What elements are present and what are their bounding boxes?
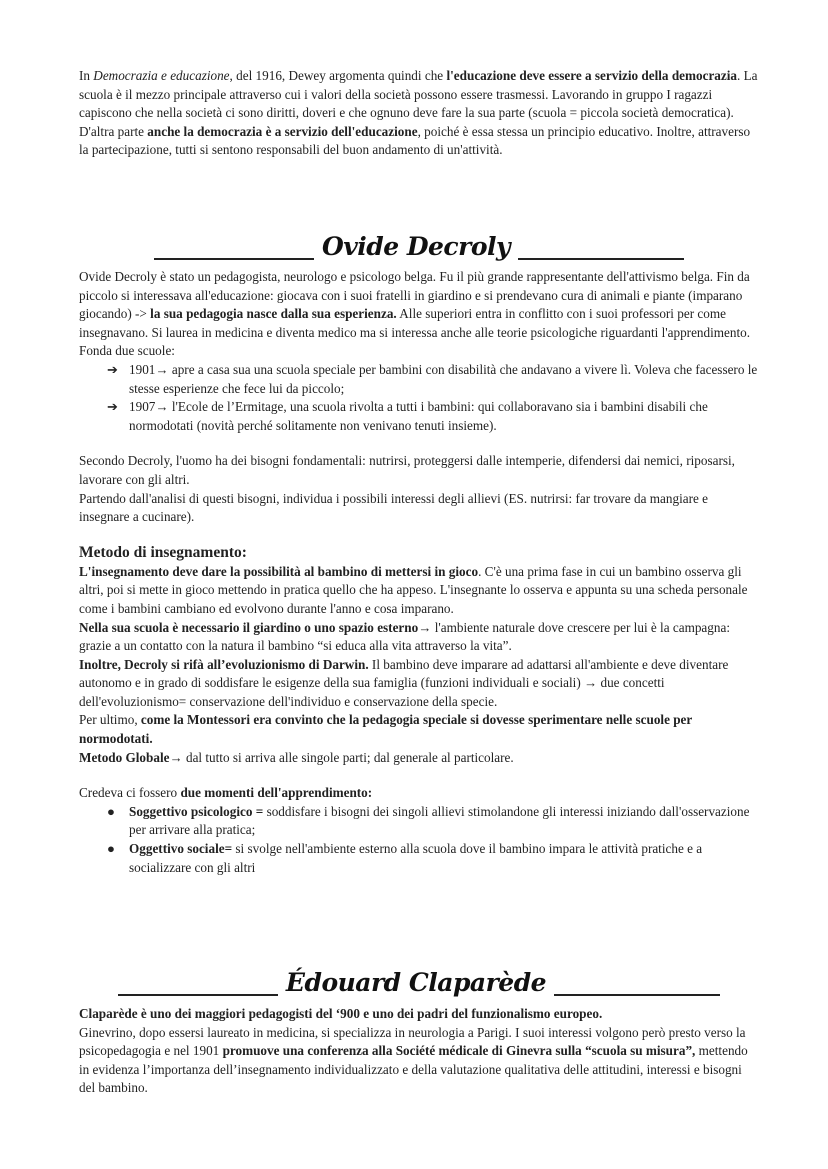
list-item: ➔ 1907→ l'Ecole de l’Ermitage, una scuola rivolta a tutti i bambini: qui collaboravano sia i bambini disabili che normodotati (novità perché solitamente non venivano tenuti insieme).: [107, 399, 708, 433]
interests-paragraph: Partendo dall'analisi di questi bisogni, individua i possibili interessi degli allievi (ES. nutrirsi: far trovare da mangiare e insegnare a cucinare).: [79, 490, 709, 525]
heading-rule-right: [518, 258, 684, 260]
moments-list: [79, 803, 759, 877]
intro-paragraph: In Democrazia e educazione, del 1916, Dewey argomenta quindi che l'educazione deve essere a servizio della democrazia. La scuola è il mezzo principale attraverso cui i valori della società possono essere trasmessi. Lavorando in gruppo I ragazzi capiscono che nella società ci sono diritti, doveri e che ognuno deve fare la sua parte (scuola = piccola società democratica). D'altra parte anche la democrazia è a servizio dell'educazione, poiché è essa stessa un principio educativo. Inoltre, attraverso la partecipazione, tutti si sentono responsabili del buon andamento di un'attività.: [79, 68, 758, 158]
list-item: ● Oggettivo sociale= si svolge nell'ambiente esterno alla scuola dove il bambino impara le attività pratiche e a socializzare con gli altri: [107, 841, 703, 875]
heading-rule-left: [118, 994, 278, 996]
arrow-bullet-icon: ➔: [107, 399, 119, 415]
method-darwin: Inoltre, Decroly si rifà all’evoluzionismo di Darwin. Il bambino deve imparare ad adattarsi all'ambiente e deve diventare autonomo e in grado di soddisfare le esigenze della sua famiglia (funzioni individuali e sociali) → due concetti dell'evoluzionismo= conservazione dell'individuo e conservazione della specie.: [79, 656, 729, 709]
dot-bullet-icon: ●: [107, 841, 115, 857]
moments-intro: Credeva ci fossero due momenti dell'apprendimento:: [79, 785, 373, 801]
decroly-section: [79, 268, 759, 877]
schools-list: [79, 361, 759, 435]
method-subheading: Metodo di insegnamento:: [79, 543, 247, 561]
arrow-bullet-icon: ➔: [107, 361, 119, 377]
heading-rule-right: [554, 994, 720, 996]
claparede-section: [79, 1005, 759, 1098]
list-item: ● Soggettivo psicologico = soddisfare i bisogni dei singoli allievi stimolandone gli interessi iniziando dall'osservazione per arrivare alla pratica;: [107, 803, 750, 838]
needs-paragraph: Secondo Decroly, l'uomo ha dei bisogni fondamentali: nutrirsi, proteggersi dalle intemperie, difendersi dai nemici, riposarsi, lavorare con gli altri.: [79, 453, 735, 487]
decroly-bio: Ovide Decroly è stato un pedagogista, neurologo e psicologo belga. Fu il più grande rappresentante dell'attivismo belga. Fin da piccolo si interessava all'educazione: giocava con i suoi fratelli in giardino e si prendevano cura di animali e piante (imparano giocando) -> la sua pedagogia nasce dalla sua esperienza. Alle superiori entra in conflitto con i suoi professori per come insegnavano. Si laurea in medicina e diventa medico ma si interessa anche alle teorie psicologiche riguardanti l'apprendimento.: [79, 269, 751, 340]
claparede-bio: Ginevrino, dopo essersi laureato in medicina, si specializza in neurologia a Parigi. I suoi interessi volgono però presto verso la psicopedagogia e nel 1901 promuove una conferenza alla Société médicale di Ginevra sulla “scuola su misura”, mettendo in evidenza l’importanza dell’insegnamento individualizzato e della valutazione qualitativa delle attitudini, interessi e bisogni del bambino.: [79, 1024, 748, 1096]
heading-rule-left: [154, 258, 314, 260]
decroly-heading: Ovide Decroly: [79, 232, 759, 262]
schools-intro: Fonda due scuole:: [79, 343, 175, 359]
claparede-heading: Édouard Claparède: [79, 968, 759, 998]
dot-bullet-icon: ●: [107, 803, 115, 819]
claparede-intro: Claparède è uno dei maggiori pedagogisti del ‘900 e uno dei padri del funzionalismo europeo.: [79, 1006, 603, 1021]
method-garden: Nella sua scuola è necessario il giardino o uno spazio esterno→ l'ambiente naturale dove crescere per lui è la campagna: grazie a un contatto con la natura il bambino “si educa alla vita attraverso la vita”.: [79, 619, 730, 654]
method-global: Metodo Globale→ dal tutto si arriva alle singole parti; dal generale al particolare.: [79, 749, 514, 765]
method-play: L'insegnamento deve dare la possibilità al bambino di mettersi in gioco. C'è una prima fase in cui un bambino osserva gli altri, poi si mette in gioco mettendo in pratica quello che ha appeso. L'insegnante lo osserva e appunta su una scheda personale come i bambini cambiano ed evolvono durante l'anno e cosa imparano.: [79, 563, 748, 616]
method-montessori: Per ultimo, come la Montessori era convinto che la pedagogia speciale si dovesse sperimentare nelle scuole per normodotati.: [79, 712, 693, 747]
list-item: ➔ 1901→ apre a casa sua una scuola speciale per bambini con disabilità che andavano a vivere lì. Voleva che facessero le stesse esperienze che fece lui da piccolo;: [107, 361, 758, 396]
